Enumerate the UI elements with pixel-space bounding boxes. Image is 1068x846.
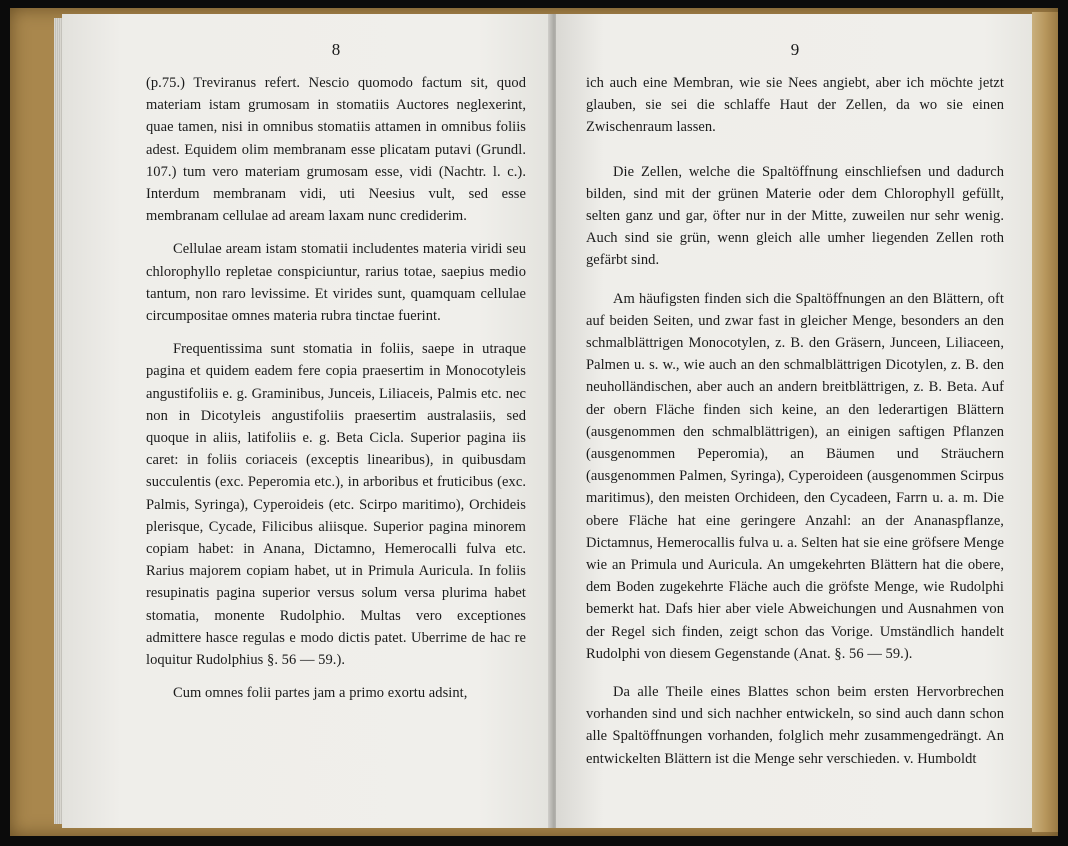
paragraph: (p.75.) Treviranus refert. Nescio quomodo factum sit, quod materiam istam grumosam in stomatiis Auctores neglexerint, quae tamen, nisi in omnibus stomatiis attamen in omnibus foliis adest. Equidem olim membranam esse plicatam putavi (Grundl. 107.) tum vero materiam grumosam esse, vidi (Nachtr. l. c.). Interdum membranam vidi, uti Neesius vult, sed esse membranam cellulae ad aream laxam nunc crediderim.: [146, 75, 526, 225]
left-page-text: [146, 72, 526, 704]
paragraph: Am häufigsten finden sich die Spaltöffnungen an den Blättern, oft auf beiden Seiten, und zwar fast in gleicher Menge, besonders an den schmalblättrigen Monocotylen, z. B. den Gräsern, Junceen, Liliaceen, Palmen u. s. w., wie auch an den schmalblättrigen Dicotylen, z. B. den neuholländischen, aber auch an andern breitblättrigen, z. B. Beta. Auf der obern Fläche finden sich keine, an den lederartigen Blättern (ausgenommen den schmalblättrigen), an einigen saftigen Pflanzen (ausgenommen Peperomia), an Bäumen und Sträuchern (ausgenommen Palmen, Syringa), Cyperoideen (ausgenommen Scirpus maritimus), den meisten Orchideen, den Cycadeen, Farrn u. a. m. Die obere Fläche hat eine geringere Anzahl: an der Ananaspflanze, Dictamnus, Hemerocallis fulva u. a. Selten hat sie eine gröfsere Menge wie an Primula und Auricula. An umgekehrten Blättern hat die obere, dem Boden zugekehrte Fläche auch die gröfste Menge, wie Rudolphi bemerkt hat. Dafs hier aber viele Abweichungen und Ausnahmen von der Regel sich finden, zeigt schon das Vorige. Umständlich handelt Rudolphi von diesem Gegenstande (Anat. §. 56 — 59.).: [586, 290, 1004, 662]
paragraph: Frequentissima sunt stomatia in foliis, saepe in utraque pagina et quidem eadem fere copia praesertim in Monocotyleis angustifoliis e. g. Graminibus, Junceis, Liliaceis, Palmis etc. nec non in Dicotyleis angustifoliis praesertim australasiis, sed quoque in aliis, latifoliis e. g. Beta Cicla. Superior pagina iis caret: in foliis coriaceis (exceptis linearibus), in quibusdam succulentis (exc. Peperomia etc.), in arboribus et fruticibus (exc. Palmis, Syringa), Cyperoideis (etc. Scirpo maritimo), Orchideis plerisque, Cycade, Filicibus aliisque. Superior pagina minorem copiam habet: in Anana, Dictamno, Hemerocalli fulva etc. Rarius majorem copiam habet, ut in Primula Auricula. In foliis resupinatis pagina superior versus solum versa plurima habet stomatia, monente Rudolphio. Multas vero exceptiones admittere hasce regulas e modo dictis patet. Uberrime de hac re loquitur Rudolphius §. 56 — 59.).: [146, 341, 526, 669]
paragraph: Cum omnes folii partes jam a primo exortu adsint,: [173, 685, 468, 702]
paragraph: Da alle Theile eines Blattes schon beim ersten Hervorbrechen vorhanden sind und sich nachher entwickeln, so sind auch dann schon alle Spaltöffnungen vorhanden, folglich mehr zusammengedrängt. An entwickelten Blättern ist die Menge sehr verschieden. v. Humboldt: [586, 684, 1004, 767]
left-page: [62, 14, 552, 828]
paragraph: ich auch eine Membran, wie sie Nees angiebt, aber ich möchte jetzt glauben, sie sei die schlaffe Haut der Zellen, da wo sie einen Zwischenraum lassen.: [586, 75, 1004, 136]
right-page-text: [586, 72, 1004, 770]
paragraph: Cellulae aream istam stomatii includentes materia viridi seu chlorophyllo repletae conspiciuntur, rarius totae, saepius medio tantum, non raro levissime. Et virides sunt, quamquam cellulae circumpositae omnes materia rubra tinctae fuerint.: [146, 241, 526, 325]
page-number-right: 9: [790, 40, 800, 59]
right-page: [556, 14, 1032, 828]
page-number-left: 8: [331, 40, 341, 59]
paragraph: Die Zellen, welche die Spaltöffnung einschliefsen und dadurch bilden, sind mit der grünen Materie oder dem Chlorophyll gefüllt, selten ganz und gar, öfter nur in der Mitte, zuweilen nur sehr wenig. Auch sind sie grün, wenn gleich alle umher liegenden Zellen roth gefärbt sind.: [586, 163, 1004, 269]
cover-edge: [1032, 12, 1058, 832]
